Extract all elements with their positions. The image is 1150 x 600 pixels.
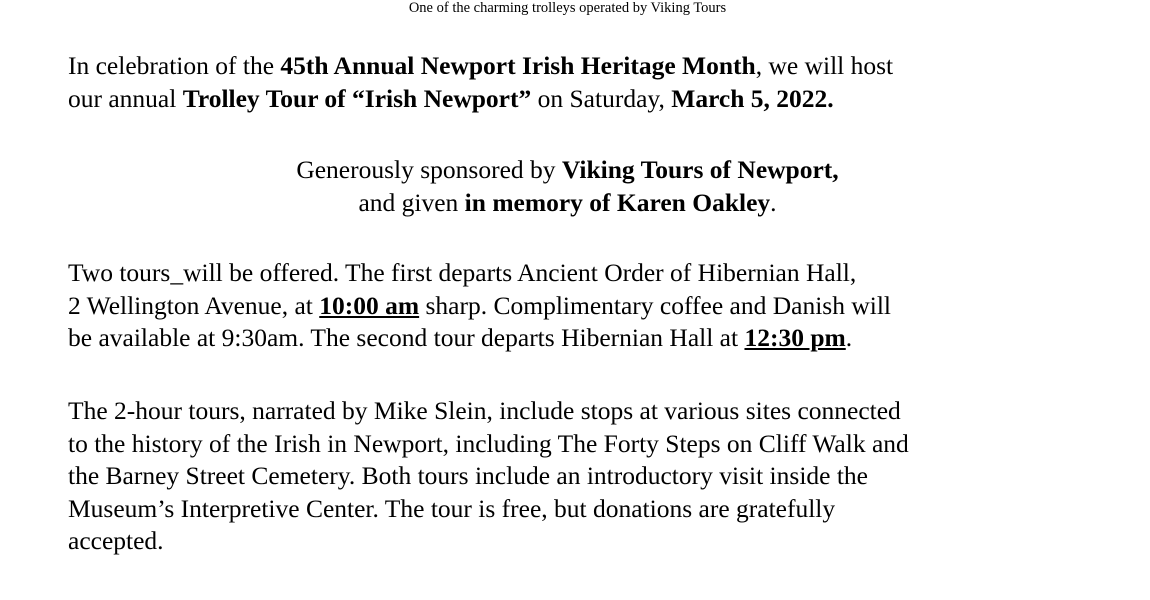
tours-text: be available at 9:30am. The second tour departs Hibernian Hall at	[68, 323, 745, 352]
sponsor-text: and given	[358, 187, 465, 217]
tours-line-3	[68, 322, 1143, 355]
intro-text: In celebration of the	[68, 51, 281, 80]
tours-line-2	[68, 290, 1143, 323]
intro-text: on Saturday,	[531, 83, 672, 113]
tours-paragraph	[68, 257, 1143, 355]
details-line-5: accepted.	[68, 526, 164, 555]
details-paragraph	[68, 395, 1143, 558]
tours-text: sharp. Complimentary coffee and Danish will	[419, 290, 891, 320]
memorial-name: in memory of Karen Oakley	[464, 187, 771, 217]
sponsor-name: Viking Tours of Newport,	[561, 155, 839, 184]
intro-text: , we will host	[755, 51, 894, 80]
tours-line-1	[68, 257, 1143, 290]
first-tour-time: 10:00 am	[319, 290, 420, 320]
tours-text: _	[170, 258, 184, 287]
intro-text: our annual	[68, 83, 183, 113]
details-line-3: the Barney Street Cemetery. Both tours include an introductory visit inside the	[68, 461, 869, 490]
tours-text: .	[845, 323, 853, 352]
tour-date: March 5, 2022.	[671, 83, 834, 113]
tours-text: Two tours	[68, 258, 171, 287]
sponsor-paragraph	[0, 154, 1135, 219]
intro-line-2	[68, 83, 1143, 116]
details-line-1: The 2-hour tours, narrated by Mike Slein, include stops at various sites connected	[68, 396, 901, 425]
heritage-month-name: 45th Annual Newport Irish Heritage Month	[280, 51, 756, 80]
details-line-2: to the history of the Irish in Newport, including The Forty Steps on Cliff Walk and	[68, 428, 909, 458]
sponsor-line-2	[0, 187, 1135, 220]
tours-text: 2 Wellington Avenue, at	[68, 290, 320, 320]
intro-paragraph	[68, 50, 1143, 115]
tour-name: Trolley Tour of “Irish Newport”	[182, 83, 532, 113]
intro-line-1	[68, 50, 1143, 83]
second-tour-time: 12:30 pm	[744, 323, 846, 352]
sponsor-text: Generously sponsored by	[296, 155, 562, 184]
details-line-4: Museum’s Interpretive Center. The tour is free, but donations are gratefully	[68, 493, 836, 523]
sponsor-line-1	[0, 154, 1135, 187]
photo-caption: One of the charming trolleys operated by Viking Tours	[408, 0, 727, 16]
tours-text: will be offered. The first departs Ancient Order of Hibernian Hall,	[183, 258, 857, 287]
sponsor-text: .	[770, 187, 777, 217]
